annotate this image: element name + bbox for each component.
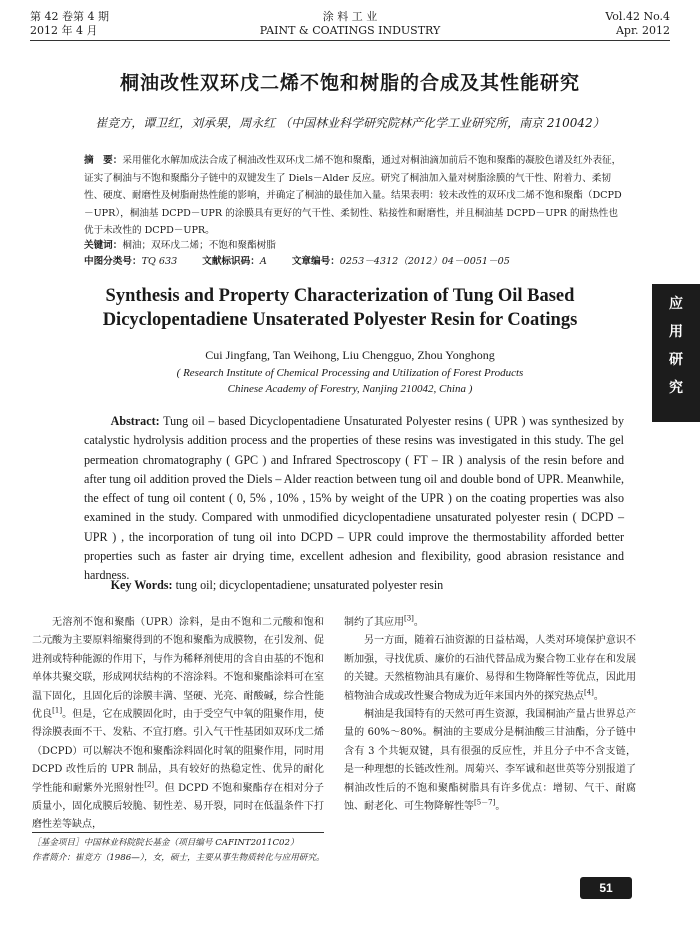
citation: [2]	[144, 780, 155, 789]
body-text: 另一方面，随着石油资源的日益枯竭，人类对环境保护意识不断加强，寻找优质、廉价的石油代替品成为聚合物工业存在和发展的关键。天然植物油具有廉价、易得和生物降解性等优点，因此用植物油合成或改性聚合物成为近年来国内外的探究热点	[344, 635, 636, 702]
citation: [5－7]	[474, 798, 496, 807]
abstract-cn	[84, 152, 624, 240]
header-volume-info-en	[605, 10, 670, 38]
abstract-en-label: Abstract:	[110, 414, 160, 428]
side-tab-char: 应	[669, 296, 683, 312]
abstract-en	[84, 412, 624, 586]
body-paragraph	[344, 706, 636, 816]
authors-en: Cui Jingfang, Tan Weihong, Liu Chengguo, Zhou Yonghong	[205, 348, 495, 362]
body-column-left	[32, 614, 324, 835]
citation: [1]	[52, 706, 63, 715]
abstract-cn-text: 采用催化水解加成法合成了桐油改性双环戊二烯不饱和聚酯，通过对桐油滴加前后不饱和聚酯的凝胶色谱及红外表征，证实了桐油与不饱和聚酯分子链中的双键发生了 Diels－Alder 反应。研究了桐油加入量对树脂涂膜的气干性、附着力、柔韧性、硬度、耐磨性及树脂耐热性能的影响，并确定了桐油的最佳加入量。结果表明：较未改性的双环戊二烯不饱和聚酯（DCPD－UPR），桐油基 DCPD－UPR 的涂膜具有更好的气干性、柔韧性、粘接性和耐磨性，并且桐油基 DCPD－UPR 的耐热性也优于未改性的 DCPD－UPR。	[84, 155, 622, 236]
side-tab-char: 究	[669, 380, 683, 396]
body-paragraph	[344, 614, 636, 632]
article-no-value: 0253－4312（2012）04－0051－05	[339, 256, 510, 267]
side-tab-char: 研	[669, 352, 683, 368]
article-no-label: 文章编号：	[291, 256, 340, 267]
header-date-cn: 2012 年 4 月	[30, 24, 98, 37]
paper-title-cn: 桐油改性双环戊二烯不饱和树脂的合成及其性能研究	[119, 72, 580, 94]
body-text: 。但是，它在成膜固化时，由于受空气中氧的阻聚作用，使得涂膜表面不干、发粘、不宜打磨。引入气干性基团如双环戊二烯（DCPD）可以解决不饱和聚酯涂料固化时氧的阻聚作用，同时用 DCPD 改性后的 UPR 制品，具有较好的热稳定性、优异的耐化学性能和耐紫外光照射性	[32, 709, 325, 794]
affiliation-en-line1: ( Research Institute of Chemical Processing and Utilization of Forest Products	[176, 367, 524, 379]
body-column-right	[344, 614, 636, 816]
footnote-fund: ［基金项目］中国林业科院院长基金（项目编号 CAFINT2011C02）	[32, 838, 299, 848]
header-volume-en: Vol.42 No.4	[605, 10, 670, 23]
header-date-en: Apr. 2012	[615, 24, 670, 37]
abstract-cn-label: 摘 要：	[84, 155, 123, 166]
abstract-en-text: Tung oil – based Dicyclopentadiene Unsaturated Polyester resins ( UPR ) was synthesized by catalystic hydrolysis addition process and the properties of these resins was investigated in this study. The gel permeation chromatography ( GPC ) and Infrared Spectroscopy ( FT – IR ) analysis of the resin before and after tung oil addition proved the Diels – Alder reaction between tung oil and double bond of UPR. Meanwhile, the effect of tung oil content ( 0, 5% , 10% , 15% by weight of the UPR ) on the coating properties was also examined in the study. Compared with unmodified dicyclopentadiene unsaturated polyester resin ( DCPD – UPR ) , the incorporation of tung oil into DCPD – UPR could improve the thermostability afforded better properties such as faster air drying time, excellent adhesion and flexibility, good abrasion resistance and hardness.	[84, 414, 624, 583]
section-side-tab	[652, 284, 700, 422]
keywords-en	[84, 578, 624, 593]
footnote-author: 作者简介：崔竞方（1986—），女，硕士，主要从事生物质转化与应用研究。	[32, 853, 325, 863]
doc-code-label: 文献标识码：	[202, 256, 260, 267]
header-journal-en: PAINT & COATINGS INDUSTRY	[259, 24, 441, 37]
affiliation-en-line2: Chinese Academy of Forestry, Nanjing 210042, China )	[227, 383, 473, 395]
footnote-rule	[32, 832, 324, 833]
keywords-en-text: tung oil; dicyclopentadiene; unsaturated polyester resin	[172, 578, 444, 592]
citation: [3]	[404, 614, 414, 623]
body-paragraph	[32, 614, 324, 835]
body-text: 。	[413, 617, 424, 628]
doc-code-value: A	[259, 256, 267, 267]
keywords-cn	[84, 237, 624, 254]
body-text: 制约了其应用	[344, 617, 404, 628]
clc-label: 中图分类号：	[84, 256, 142, 267]
affiliation-en	[0, 365, 700, 397]
citation: [4]	[584, 688, 594, 697]
body-text: 桐油是我国特有的天然可再生资源，我国桐油产量占世界总产量的 60%～80%。桐油的主要成分是桐油酸三甘油酯，分子链中含有 3 个共轭双键，具有很强的反应性，并且分子中不含支链，是一种理想的长链改性剂。周菊兴、李军诚和赵世英等分别报道了桐油改性后的不饱和聚酯树脂具有许多优点：增韧、气干、耐腐蚀、耐老化、可生物降解性等	[344, 709, 636, 813]
body-paragraph	[344, 632, 636, 706]
side-tab-char: 用	[669, 324, 683, 340]
keywords-cn-text: 桐油；双环戊二烯；不饱和聚酯树脂	[122, 240, 276, 251]
body-text: 。	[495, 801, 506, 813]
header-volume-cn: 第 42 卷第 4 期	[30, 10, 109, 23]
classification-line	[84, 253, 644, 270]
clc-value: TQ 633	[141, 256, 178, 267]
header-journal	[0, 10, 700, 38]
body-text: 。但 DCPD 不饱和聚酯存在相对分子质量小，固化成膜后较脆、韧性差、易开裂，同时在低温条件下打磨性差等缺点，	[32, 782, 325, 831]
paper-title-en: Synthesis and Property Characterization of Tung Oil Based Dicyclopentadiene Unsaterated Polyester Resin for Coatings	[102, 286, 578, 330]
page-number: 51	[580, 877, 632, 899]
header-journal-cn: 涂 料 工 业	[322, 10, 378, 23]
keywords-cn-label: 关键词：	[84, 240, 123, 251]
body-text: 。	[593, 690, 604, 702]
authors-cn: 崔竞方，谭卫红，刘承果，周永红 （中国林业科学研究院林产化学工业研究所，南京 210042）	[95, 116, 605, 130]
keywords-en-label: Key Words:	[110, 578, 173, 592]
header-rule	[30, 40, 670, 41]
body-text: 无溶剂不饱和聚酯（UPR）涂料，是由不饱和二元酸和饱和二元酸为主要原料缩聚得到的不饱和聚酯为成膜物，在引发剂、促进剂或特种能源的作用下，与作为稀释剂使用的含自由基的不饱和单体共聚交联，形成网状结构的不溶涂料。不饱和聚酯涂料可在室温下固化，且固化后的涂膜丰满、坚硬、光亮、耐酸碱，综合性能优良	[32, 617, 324, 721]
